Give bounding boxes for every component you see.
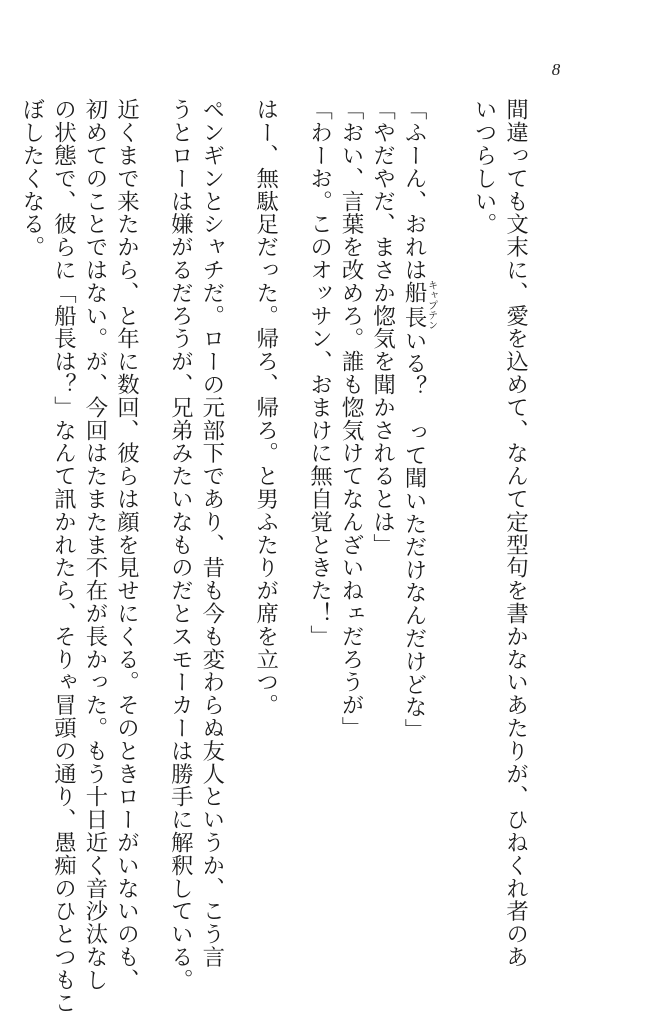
dialogue-line: 「おい、言葉を改めろ。誰も惚気けてなんざいねェだろうが」 [338, 98, 365, 740]
text-line: 間違っても文末に、愛を込めて、なんて定型句を書かないあたりが、ひねくれ者のあ [502, 98, 529, 969]
text-line: 近くまで来たから、と年に数回、彼らは顔を見せにくる。そのときローがいないのも、 [113, 98, 140, 992]
dialogue-segment: いる？ って聞いただけなんだけどな」 [401, 329, 428, 742]
dialogue-line: 「やだやだ、まさか惚気を聞かされるとは」 [369, 98, 396, 556]
page-number: 8 [551, 60, 561, 79]
paragraph-gap [436, 98, 468, 858]
text-line: 初めてのことではない。が、今回はたまたま不在が長かった。もう十日近く音沙汰なし [81, 98, 108, 992]
dialogue-line [398, 98, 437, 858]
text-line: ぼしたくなる。 [18, 98, 45, 259]
ruby-base: 船長 [401, 280, 428, 331]
ruby-reading: キャプテン [425, 280, 437, 331]
vertical-body-text [15, 98, 553, 1014]
text-line: ペンギンとシャチだ。ローの元部下であり、昔も今も変わらぬ友人というか、こう言 [198, 98, 225, 969]
dialogue-line: 「わーお。このオッサン、おまけに無自覚ときた！」 [306, 98, 333, 648]
dialogue-segment: 「ふーん、おれは [401, 98, 428, 282]
text-line: いつらしい。 [471, 98, 498, 236]
text-line: の状態で、彼らに「船長は？」なんて訊かれたら、そりゃ冒頭の通り、愚痴のひとつもこ [50, 98, 77, 1014]
text-line: うとローは嫌がるだろうが、兄弟みたいなものだとスモーカーは勝手に解釈している。 [167, 98, 194, 992]
text-line: はー、無駄足だった。帰ろ、帰ろ。と男ふたりが席を立つ。 [252, 98, 279, 717]
ruby-annotation [401, 280, 437, 331]
